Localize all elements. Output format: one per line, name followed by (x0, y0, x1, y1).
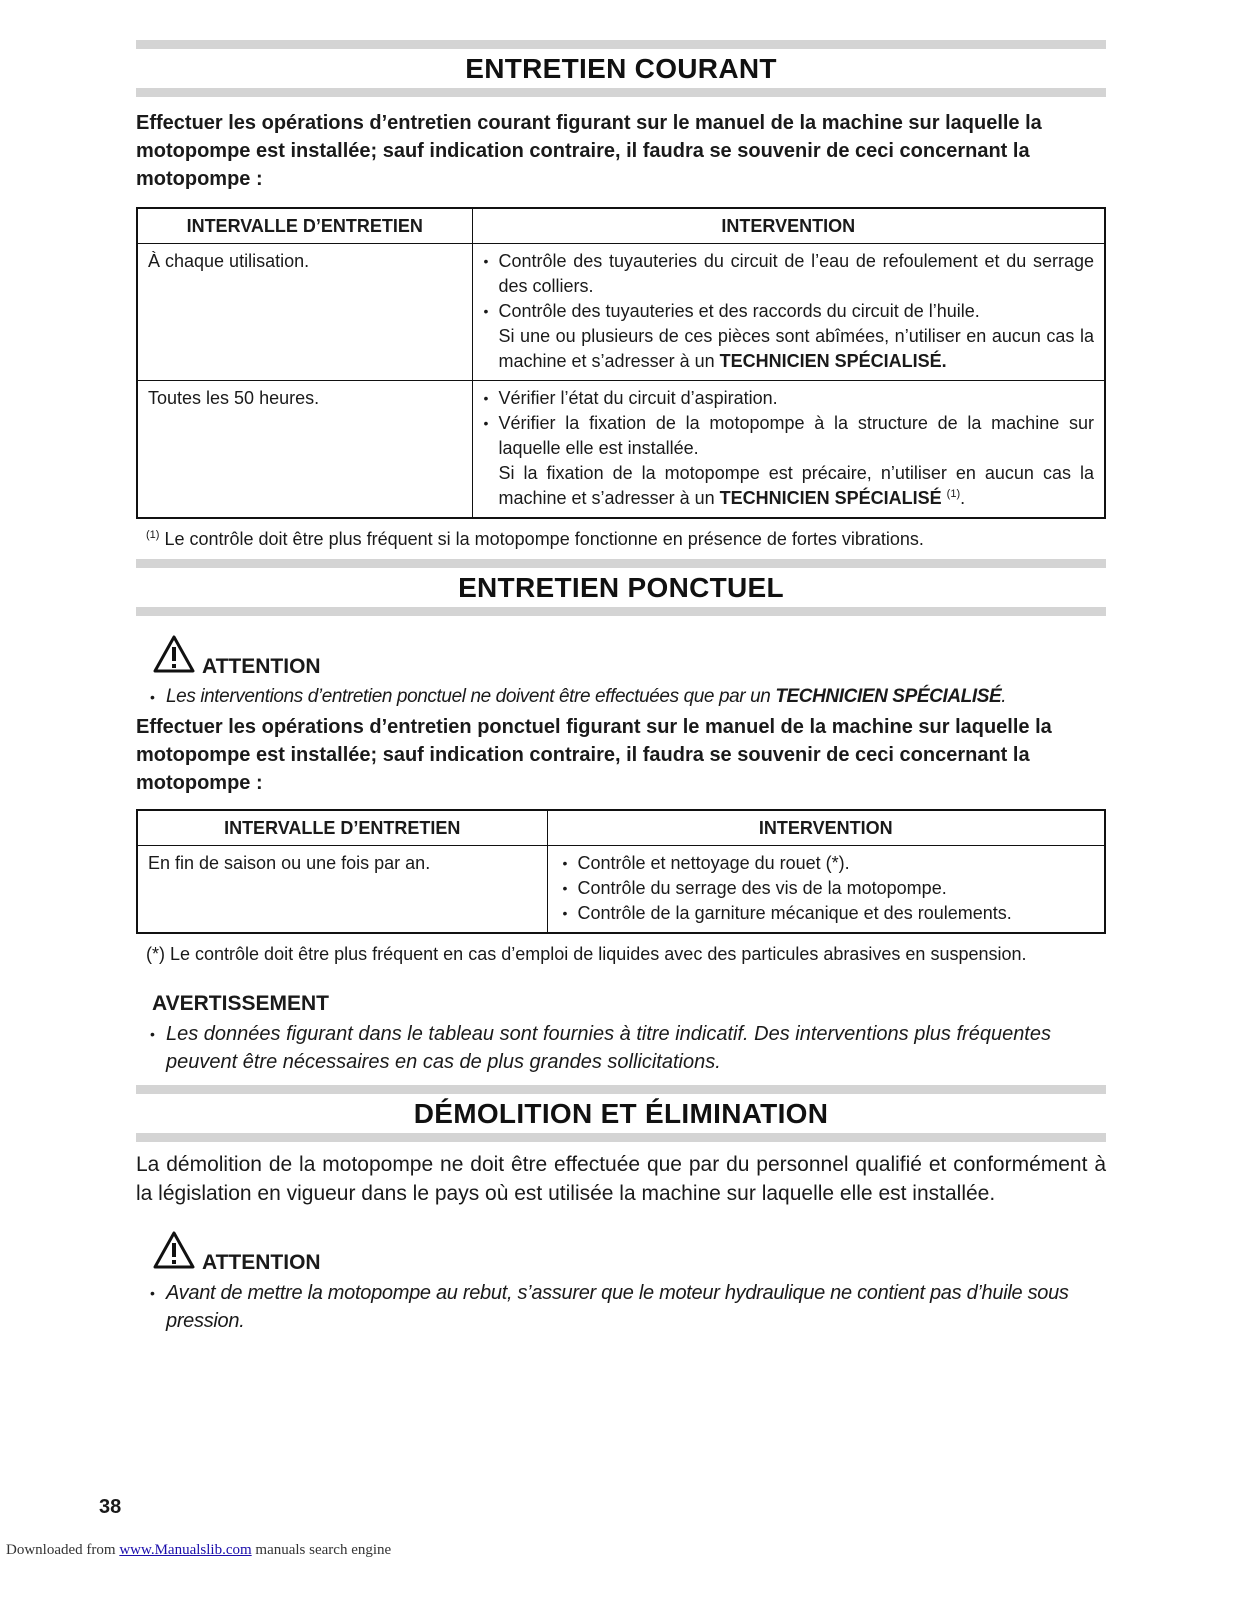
table-row (137, 381, 1105, 519)
title-bar-top (136, 1085, 1106, 1094)
technician-strong: TECHNICIEN SPÉCIALISÉ. (719, 351, 947, 371)
attention-heading (152, 634, 1106, 679)
manualslib-link[interactable]: www.Manualslib.com (119, 1542, 252, 1558)
list-item: • Vérifier la fixation de la motopompe à la structure de la machine sur laquelle elle est installée. Si la fixation de la motopompe est précaire, n’utiliser en aucun cas la machine et s’adresser à un TECHNICIEN SPÉCIALISÉ $^{(1)}$. (483, 411, 1095, 511)
attention-label: ATTENTION (202, 1251, 321, 1274)
technician-strong: TECHNICIEN SPÉCIALISÉ (719, 488, 942, 508)
section-text: La démolition de la motopompe ne doit être effectuée que par du personnel qualifié et conformément à la législation en vigueur dans le pays où est utilisée la machine sur laquelle elle est installée. (136, 1153, 1106, 1205)
section-intro: Effectuer les opérations d’entretien courant figurant sur le manuel de la machine sur laquelle la motopompe est installée; sauf indication contraire, il faudra se souvenir de ceci concernant la motopompe : (136, 112, 1042, 190)
footer-suffix: manuals search engine (251, 1542, 392, 1558)
section-title: ENTRETIEN PONCTUEL (458, 572, 784, 603)
warning-triangle-icon (152, 634, 196, 679)
technician-strong: TECHNICIEN SPÉCIALISÉ (775, 686, 1002, 707)
table-footnote: (*) Le contrôle doit être plus fréquent en cas d’emploi de liquides avec des particules abrasives en suspension. (146, 944, 1027, 964)
section-intro: Effectuer les opérations d’entretien ponctuel figurant sur le manuel de la machine sur laquelle la motopompe est installée; sauf indication contraire, il faudra se souvenir de ceci concernant la motopompe : (136, 716, 1052, 794)
title-bar-bottom (136, 607, 1106, 616)
section-entretien-courant (136, 40, 1106, 551)
download-footer (6, 1542, 391, 1559)
title-bar-bottom (136, 88, 1106, 97)
header-intervention: INTERVENTION (547, 810, 1105, 846)
interval-cell: À chaque utilisation. (137, 244, 472, 381)
page-number: 38 (99, 1496, 122, 1518)
header-intervention: INTERVENTION (472, 208, 1105, 244)
list-item: • Contrôle des tuyauteries du circuit de l’eau de refoulement et du serrage des colliers. (483, 249, 1095, 299)
table-row (137, 846, 1105, 934)
title-bar-top (136, 40, 1106, 49)
list-item: • Contrôle du serrage des vis de la motopompe. (562, 876, 1095, 901)
attention-list (150, 1279, 1106, 1335)
header-interval: INTERVALLE D’ENTRETIEN (137, 208, 472, 244)
avertissement-label: AVERTISSEMENT (152, 992, 329, 1015)
intervention-cell (472, 381, 1105, 519)
section-demolition (136, 1085, 1106, 1335)
header-interval: INTERVALLE D’ENTRETIEN (137, 810, 547, 846)
interval-cell: Toutes les 50 heures. (137, 381, 472, 519)
list-item: • Contrôle des tuyauteries et des raccords du circuit de l’huile. Si une ou plusieurs de ces pièces sont abîmées, n’utiliser en aucun cas la machine et s’adresser à un TECHNICIEN SPÉCIALISÉ. (483, 299, 1095, 374)
avertissement-list (150, 1020, 1106, 1076)
section-title: ENTRETIEN COURANT (465, 53, 777, 84)
maintenance-table (136, 207, 1106, 519)
intervention-cell (547, 846, 1105, 934)
title-bar-top (136, 559, 1106, 568)
section-entretien-ponctuel (136, 559, 1106, 1076)
avertissement-heading (152, 992, 1106, 1016)
list-item: • Les interventions d’entretien ponctuel ne doivent être effectuées que par un TECHNICIEN SPÉCIALISÉ. (150, 683, 1106, 711)
table-header-row (137, 810, 1105, 846)
title-bar-bottom (136, 1133, 1106, 1142)
section-title: DÉMOLITION ET ÉLIMINATION (413, 1098, 829, 1129)
list-item: • Avant de mettre la motopompe au rebut, s’assurer que le moteur hydraulique ne contient pas d’huile sous pression. (150, 1279, 1106, 1335)
attention-list (150, 683, 1106, 711)
footnote-ref: (1) (946, 488, 961, 500)
footer-prefix: Downloaded from (6, 1542, 120, 1558)
table-row (137, 244, 1105, 381)
list-item: • Contrôle de la garniture mécanique et des roulements. (562, 901, 1095, 926)
attention-heading (152, 1230, 1106, 1275)
table-header-row (137, 208, 1105, 244)
maintenance-table (136, 809, 1106, 934)
warning-triangle-icon (152, 1230, 196, 1275)
intervention-cell (472, 244, 1105, 381)
interval-cell: En fin de saison ou une fois par an. (137, 846, 547, 934)
list-item: • Vérifier l’état du circuit d’aspiration. (483, 386, 1095, 411)
list-item: • Contrôle et nettoyage du rouet (*). (562, 851, 1095, 876)
list-item: • Les données figurant dans le tableau sont fournies à titre indicatif. Des interventions plus fréquentes peuvent être nécessaires en cas de plus grandes sollicitations. (150, 1020, 1106, 1076)
attention-label: ATTENTION (202, 655, 321, 678)
table-footnote: $^{(1)}$ Le contrôle doit être plus fréquent si la motopompe fonctionne en présence de fortes vibrations. (146, 529, 924, 549)
